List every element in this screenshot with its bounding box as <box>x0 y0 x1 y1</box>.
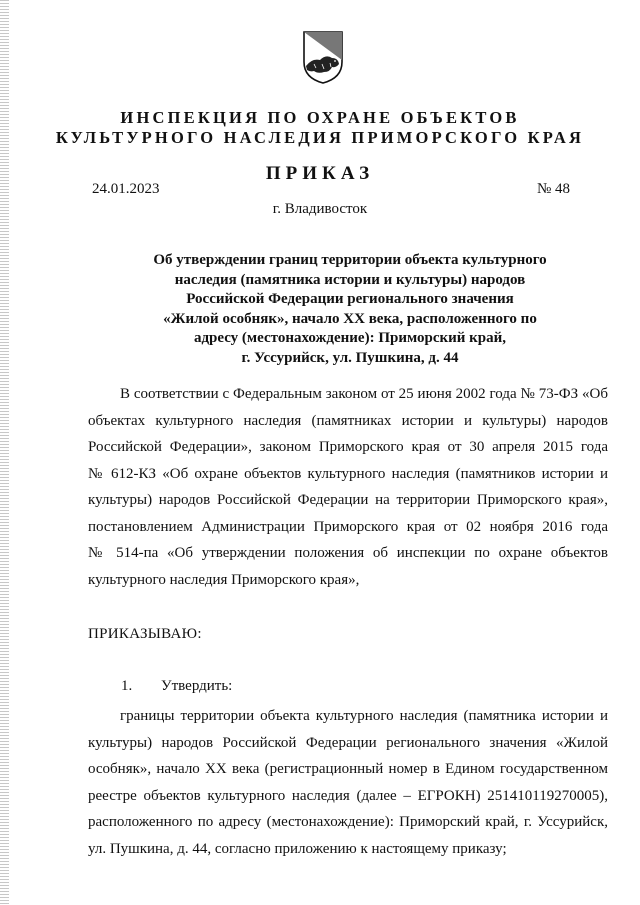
item-1-number: 1. <box>121 678 133 694</box>
item-1-line: расположенного по адресу (местонахождение): Приморский край, г. Уссурийск, <box>88 814 608 830</box>
preamble-line: № 612-КЗ «Об охране объектов культурного наследия (памятников истории и <box>88 465 608 482</box>
subject-line: «Жилой особняк», начало XX века, расположенного по <box>163 310 537 327</box>
document-city: г. Владивосток <box>272 201 368 217</box>
document-number: № 48 <box>536 181 570 197</box>
organization-name-line2: КУЛЬТУРНОГО НАСЛЕДИЯ ПРИМОРСКОГО КРАЯ <box>55 128 585 147</box>
item-1-line: культуры) народов Российской Федерации регионального значения «Жилой <box>88 734 608 751</box>
organization-name-line1: ИНСПЕКЦИЯ ПО ОХРАНЕ ОБЪЕКТОВ <box>120 108 520 127</box>
subject-line: Об утверждении границ территории объекта культурного <box>153 252 547 268</box>
subject-line: Российской Федерации регионального значения <box>186 291 514 307</box>
preamble-line: № 514-па «Об утверждении положения об инспекции по охране объектов <box>88 545 608 561</box>
item-1-paragraph <box>88 703 608 862</box>
coat-of-arms-icon <box>302 30 344 84</box>
item-1-line: реестре объектов культурного наследия (далее – ЕГРОКН) 251410119270005), <box>88 787 608 804</box>
preamble-line: Российской Федерации», законом Приморского края от 30 апреля 2015 года <box>88 439 608 455</box>
item-1-line: ул. Пушкина, д. 44, согласно приложению к настоящему приказу; <box>88 840 507 857</box>
preamble-line: постановлением Администрации Приморского края от 02 ноября 2016 года <box>88 518 608 535</box>
order-directive: ПРИКАЗЫВАЮ: <box>88 626 202 642</box>
item-1-line: границы территории объекта культурного наследия (памятника истории и <box>120 708 608 724</box>
item-1-label: Утвердить: <box>161 678 233 694</box>
subject-line: адресу (местонахождение): Приморский край, <box>193 330 507 346</box>
item-1-heading <box>121 678 232 695</box>
preamble-paragraph <box>88 381 608 593</box>
preamble-line: объектах культурного наследия (памятниках истории и культуры) народов <box>88 412 608 429</box>
subject-line: наследия (памятника истории и культуры) народов <box>174 271 526 288</box>
item-1-line: особняк», начало XX века (регистрационный номер в Едином государственном <box>88 761 608 777</box>
document-date: 24.01.2023 <box>92 181 160 197</box>
preamble-line: культуры) народов Российской Федерации на территории Приморского края», <box>88 492 608 508</box>
document-type-title: ПРИКАЗ <box>265 163 375 184</box>
order-subject <box>120 251 580 368</box>
preamble-line: культурного наследия Приморского края», <box>88 571 360 588</box>
preamble-line: В соответствии с Федеральным законом от 25 июня 2002 года № 73-ФЗ «Об <box>120 386 608 402</box>
subject-line: г. Уссурийск, ул. Пушкина, д. 44 <box>241 349 459 366</box>
